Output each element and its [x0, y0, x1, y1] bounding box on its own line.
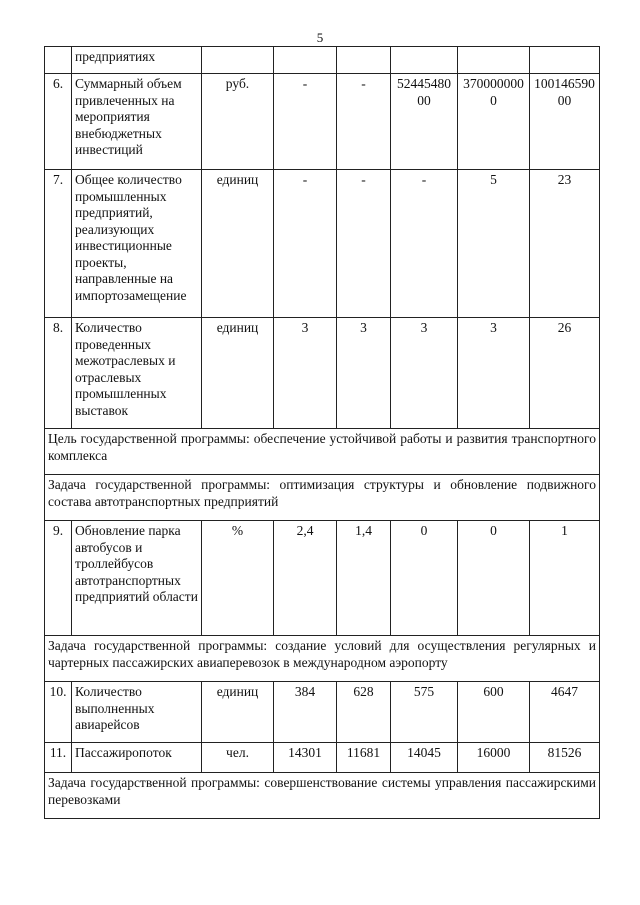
indicators-table	[44, 46, 600, 819]
indicator-name: Пассажиропоток	[72, 743, 202, 773]
row-number: 6.	[45, 74, 72, 170]
row-number: 11.	[45, 743, 72, 773]
row-number: 8.	[45, 318, 72, 429]
program-task: Задача государственной программы: совершенствование системы управления пассажирскими перевозками	[45, 773, 600, 819]
table-row	[45, 743, 600, 773]
value-cell: 5	[458, 170, 530, 318]
value-cell: 23	[530, 170, 600, 318]
unit-cell: единиц	[202, 318, 274, 429]
value-cell: 4647	[530, 682, 600, 743]
indicator-name: предприятиях	[72, 47, 202, 74]
value-cell: 16000	[458, 743, 530, 773]
value-cell: 81526	[530, 743, 600, 773]
table-row-continued	[45, 47, 600, 74]
task-row	[45, 475, 600, 521]
program-task: Задача государственной программы: создание условий для осуществления регулярных и чартерных пассажирских авиаперевозок в международном аэропорту	[45, 636, 600, 682]
value-cell: -	[274, 74, 337, 170]
value-cell: 3700000000	[458, 74, 530, 170]
indicator-name: Суммарный объем привлеченных на мероприятия внебюджетных инвестиций	[72, 74, 202, 170]
value-cell: 0	[391, 521, 458, 636]
program-task: Задача государственной программы: оптимизация структуры и обновление подвижного состава автотранспортных предприятий	[45, 475, 600, 521]
value-cell: 3	[274, 318, 337, 429]
value-cell: 575	[391, 682, 458, 743]
value-cell: 3	[458, 318, 530, 429]
value-cell: -	[337, 170, 391, 318]
value-cell: 2,4	[274, 521, 337, 636]
value-cell: -	[274, 170, 337, 318]
unit-cell: %	[202, 521, 274, 636]
value-cell: -	[391, 170, 458, 318]
value-cell: 14301	[274, 743, 337, 773]
value-cell: 14045	[391, 743, 458, 773]
row-number	[45, 47, 72, 74]
indicator-name: Обновление парка автобусов и троллейбусов автотранспортных предприятий области	[72, 521, 202, 636]
indicator-name: Общее количество промышленных предприятий, реализующих инвестиционные проекты, направленные на импортозамещение	[72, 170, 202, 318]
value-cell: 11681	[337, 743, 391, 773]
value-cell: 0	[458, 521, 530, 636]
value-cell: 5244548000	[391, 74, 458, 170]
indicator-name: Количество проведенных межотраслевых и отраслевых промышленных выставок	[72, 318, 202, 429]
value-cell: 3	[337, 318, 391, 429]
program-goal: Цель государственной программы: обеспечение устойчивой работы и развития транспортного комплекса	[45, 429, 600, 475]
task-row	[45, 773, 600, 819]
table-row	[45, 170, 600, 318]
unit-cell: руб.	[202, 74, 274, 170]
indicator-name: Количество выполненных авиарейсов	[72, 682, 202, 743]
table-row	[45, 318, 600, 429]
unit-cell: чел.	[202, 743, 274, 773]
row-number: 9.	[45, 521, 72, 636]
table-row	[45, 521, 600, 636]
row-number: 7.	[45, 170, 72, 318]
value-cell: 3	[391, 318, 458, 429]
goal-row	[45, 429, 600, 475]
unit-cell: единиц	[202, 682, 274, 743]
unit-cell: единиц	[202, 170, 274, 318]
value-cell: 1	[530, 521, 600, 636]
value-cell: 384	[274, 682, 337, 743]
value-cell: 600	[458, 682, 530, 743]
value-cell: -	[337, 74, 391, 170]
value-cell: 628	[337, 682, 391, 743]
table-row	[45, 682, 600, 743]
row-number: 10.	[45, 682, 72, 743]
task-row	[45, 636, 600, 682]
page-number: 5	[316, 30, 324, 45]
value-cell: 1,4	[337, 521, 391, 636]
table-row	[45, 74, 600, 170]
value-cell: 26	[530, 318, 600, 429]
value-cell: 10014659000	[530, 74, 600, 170]
